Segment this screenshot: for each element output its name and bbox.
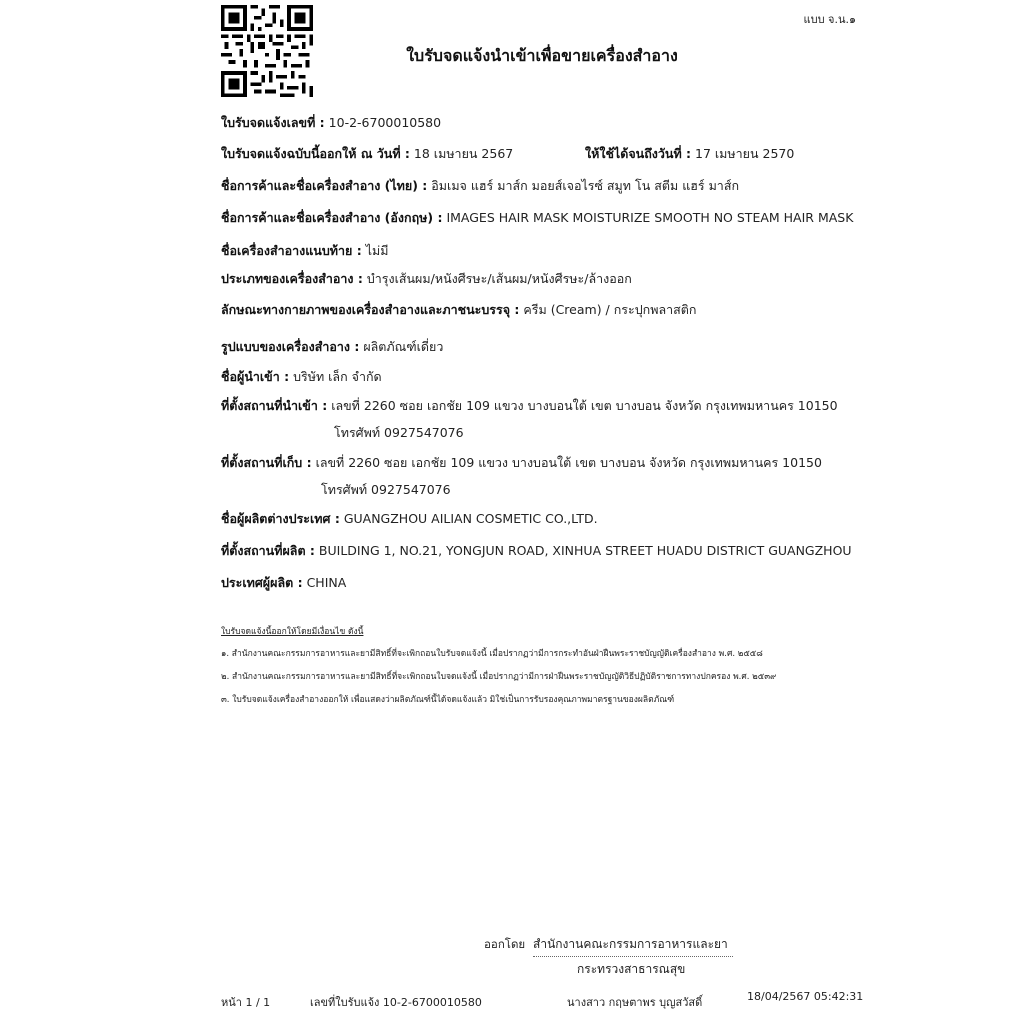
country-row	[221, 575, 346, 591]
field-label: ชื่อผู้ผลิตต่างประเทศ :	[221, 511, 340, 526]
receipt-no-value: 10-2-6700010580	[328, 115, 442, 130]
appendix-name-row	[221, 243, 388, 259]
name-en-value: IMAGES HAIR MASK MOISTURIZE SMOOTH NO STEAM HAIR MASK	[446, 210, 854, 225]
field-label: ให้ใช้ได้จนถึงวันที่ :	[585, 146, 692, 161]
condition-item: ๑. สำนักงานคณะกรรมการอาหารและยามีสิทธิ์ที่จะเพิกถอนใบรับจดแจ้งนี้ เมื่อปรากฏว่ามีการกระทำอันฝ่าฝืนพระราชบัญญัติเครื่องสำอาง พ.ศ. ๒๕๕๘	[221, 649, 763, 659]
storage-phone: โทรศัพท์ 0927547076	[321, 482, 451, 497]
format-row	[221, 339, 443, 355]
field-label: ชื่อการค้าและชื่อเครื่องสำอาง (ไทย) :	[221, 178, 428, 193]
factory-value: BUILDING 1, NO.21, YONGJUN ROAD, XINHUA STREET HUADU DISTRICT GUANGZHOU	[318, 543, 852, 558]
field-label: ใบรับจดแจ้งเลขที่ :	[221, 115, 325, 130]
valid-until-row	[585, 146, 794, 162]
type-value: บำรุงเส้นผม/หนังศีรษะ/เส้นผม/หนังศีรษะ/ล้างออก	[366, 271, 632, 286]
name-th-row	[221, 178, 739, 194]
name-th-value: อิมเมจ แฮร์ มาส์ก มอยส์เจอไรซ์ สมูท โน สตีม แฮร์ มาส์ก	[431, 178, 740, 193]
importer-value: บริษัท เล็ก จำกัด	[293, 369, 382, 384]
officer-name: นางสาว กฤษตาพร บุญสวัสดิ์	[567, 996, 703, 1009]
factory-row	[221, 543, 852, 559]
field-label: รูปแบบของเครื่องสำอาง :	[221, 339, 360, 354]
footer-receipt-no: เลขที่ใบรับแจ้ง 10-2-6700010580	[310, 996, 482, 1009]
manufacturer-row	[221, 511, 598, 527]
timestamp: 18/04/2567 05:42:31	[747, 990, 864, 1003]
physical-row	[221, 302, 696, 318]
physical-value: ครีม (Cream) / กระปุกพลาสติก	[523, 302, 697, 317]
name-en-row	[221, 210, 853, 226]
field-label: ชื่อเครื่องสำอางแนบท้าย :	[221, 243, 362, 258]
issue-date-row	[221, 146, 513, 162]
appendix-name-value: ไม่มี	[365, 243, 389, 258]
conditions-heading: ใบรับจดแจ้งนี้ออกให้โดยมีเงื่อนไข ดังนี้	[221, 627, 364, 637]
import-address-row	[221, 398, 838, 414]
condition-item: ๒. สำนักงานคณะกรรมการอาหารและยามีสิทธิ์ที่จะเพิกถอนใบจดแจ้งนี้ เมื่อปรากฏว่ามีการฝ่าฝืนพระราชบัญญัติวิธีปฏิบัติราชการทางปกครอง พ.ศ. ๒๕๓๙	[221, 672, 777, 682]
field-label: ประเภทของเครื่องสำอาง :	[221, 271, 363, 286]
document-title: ใบรับจดแจ้งนำเข้าเพื่อขายเครื่องสำอาง	[406, 46, 678, 65]
format-value: ผลิตภัณฑ์เดี่ยว	[363, 339, 444, 354]
issuer-ministry: กระทรวงสาธารณสุข	[577, 962, 686, 976]
receipt-no-row	[221, 115, 441, 131]
issuer-agency: สำนักงานคณะกรรมการอาหารและยา	[533, 935, 733, 957]
issue-date-value: 18 เมษายน 2567	[413, 146, 514, 161]
valid-until-value: 17 เมษายน 2570	[695, 146, 795, 161]
field-label: ชื่อการค้าและชื่อเครื่องสำอาง (อังกฤษ) :	[221, 210, 443, 225]
type-row	[221, 271, 632, 287]
storage-address-row	[221, 455, 822, 471]
field-label: ประเทศผู้ผลิต :	[221, 575, 303, 590]
issuer-label: ออกโดย	[484, 937, 526, 951]
field-label: ที่ตั้งสถานที่นำเข้า :	[221, 398, 328, 413]
field-label: ลักษณะทางกายภาพของเครื่องสำอางและภาชนะบรรจุ :	[221, 302, 520, 317]
condition-item: ๓. ใบรับจดแจ้งเครื่องสำอางออกให้ เพื่อแสดงว่าผลิตภัณฑ์นี้ได้จดแจ้งแล้ว มิใช่เป็นการรับรองคุณภาพมาตรฐานของผลิตภัณฑ์	[221, 695, 675, 705]
page-number: หน้า 1 / 1	[221, 996, 271, 1009]
manufacturer-value: GUANGZHOU AILIAN COSMETIC CO.,LTD.	[343, 511, 598, 526]
storage-address-value: เลขที่ 2260 ซอย เอกชัย 109 แขวง บางบอนใต้ เขต บางบอน จังหวัด กรุงเทพมหานคร 10150	[315, 455, 822, 470]
field-label: ชื่อผู้นำเข้า :	[221, 369, 290, 384]
import-phone: โทรศัพท์ 0927547076	[334, 425, 464, 440]
field-label: ที่ตั้งสถานที่ผลิต :	[221, 543, 315, 558]
importer-row	[221, 369, 382, 385]
country-value: CHINA	[306, 575, 347, 590]
form-code: แบบ จ.น.๑	[803, 13, 856, 26]
field-label: ใบรับจดแจ้งฉบับนี้ออกให้ ณ วันที่ :	[221, 146, 410, 161]
import-address-value: เลขที่ 2260 ซอย เอกชัย 109 แขวง บางบอนใต้ เขต บางบอน จังหวัด กรุงเทพมหานคร 10150	[331, 398, 838, 413]
field-label: ที่ตั้งสถานที่เก็บ :	[221, 455, 312, 470]
